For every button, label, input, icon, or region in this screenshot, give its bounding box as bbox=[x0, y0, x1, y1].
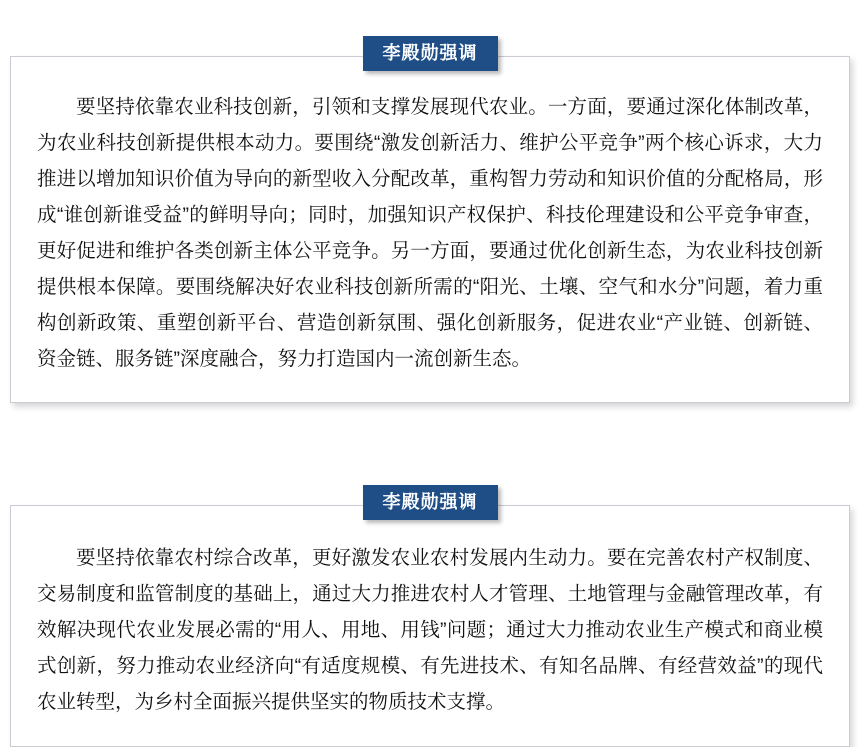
block-spacer bbox=[0, 403, 860, 445]
speaker-badge-1: 李殿勋强调 bbox=[363, 36, 498, 71]
quote-card-1 bbox=[10, 56, 850, 403]
quote-paragraph-2: 要坚持依靠农村综合改革，更好激发农业农村发展内生动力。要在完善农村产权制度、交易制度和监管制度的基础上，通过大力推进农村人才管理、土地管理与金融管理改革，有效解决现代农业发展必需的“用人、用地、用钱”问题；通过大力推动农业生产模式和商业模式创新，努力推动农业经济向“有适度规模、有先进技术、有知名品牌、有经营效益”的现代农业转型，为乡村全面振兴提供坚实的物质技术支撑。 bbox=[37, 546, 823, 713]
highlight-block-1 bbox=[10, 0, 850, 403]
speaker-badge-2: 李殿勋强调 bbox=[363, 485, 498, 520]
quote-paragraph-1: 要坚持依靠农业科技创新，引领和支撑发展现代农业。一方面，要通过深化体制改革，为农业科技创新提供根本动力。要围绕“激发创新活力、维护公平竞争”两个核心诉求，大力推进以增加知识价值为导向的新型收入分配改革，重构智力劳动和知识价值的分配格局，形成“谁创新谁受益”的鲜明导向；同时，加强知识产权保护、科技伦理建设和公平竞争审查，更好促进和维护各类创新主体公平竞争。另一方面，要通过优化创新生态，为农业科技创新提供根本保障。要围绕解决好农业科技创新所需的“阳光、土壤、空气和水分”问题，着力重构创新政策、重塑创新平台、营造创新氛围、强化创新服务，促进农业“产业链、创新链、资金链、服务链”深度融合，努力打造国内一流创新生态。 bbox=[37, 96, 823, 371]
quote-card-2 bbox=[10, 505, 850, 747]
highlight-block-2 bbox=[10, 445, 850, 747]
